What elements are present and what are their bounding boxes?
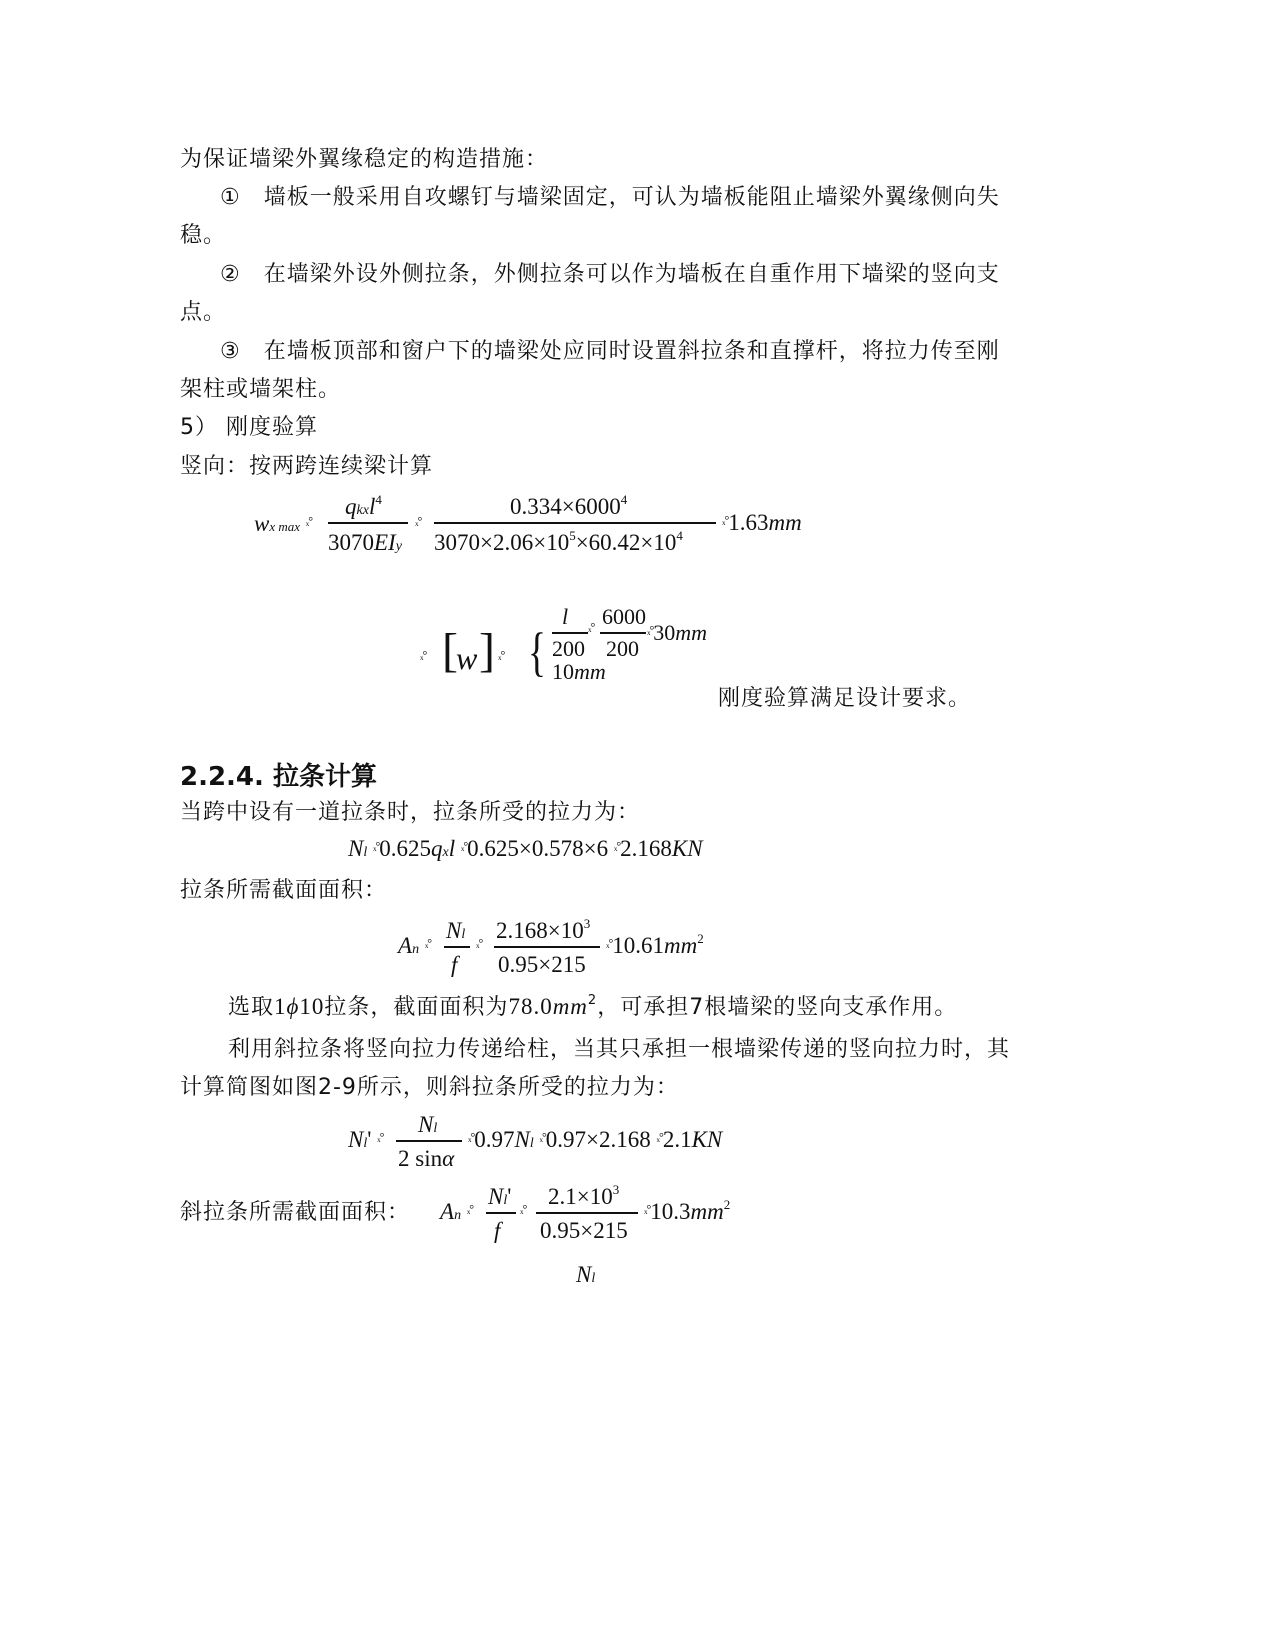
- math-number: ×60.42×10: [575, 530, 677, 555]
- math-operator: ₓ°: [415, 514, 422, 528]
- text-fragment: 拉条，截面面积为: [324, 995, 509, 1020]
- text-fragment: ，可承担7根墙梁的竖向支承作用。: [597, 995, 958, 1020]
- math-operator: ₓ°: [539, 1130, 546, 1144]
- section-heading: 2.2.4. 拉条计算: [180, 762, 377, 792]
- equation-tension: [348, 836, 703, 862]
- math-symbol: α: [442, 1146, 455, 1171]
- text-line: 刚度验算满足设计要求。: [718, 686, 972, 711]
- text-line: 架柱或墙架柱。: [180, 377, 342, 402]
- math-text: 2 sin: [398, 1146, 443, 1171]
- math-number: 30: [653, 620, 676, 645]
- math-subscript: l: [591, 1271, 596, 1286]
- math-number: 2.1: [662, 1127, 692, 1152]
- math-symbol: l: [368, 494, 376, 519]
- math-operator: ₓ°: [466, 1202, 474, 1216]
- math-operator: ₓ°: [460, 839, 468, 853]
- math-operator: ₓ°: [468, 1130, 475, 1144]
- text-line: ③ 在墙板顶部和窗户下的墙梁处应同时设置斜拉条和直撑杆，将拉力传至刚: [220, 339, 1000, 364]
- fraction-bar: [396, 1140, 462, 1142]
- math-operator: ₓ°: [722, 513, 729, 527]
- math-superscript: 2: [587, 993, 598, 1008]
- curly-brace: {: [527, 622, 547, 682]
- math-subscript: y: [395, 539, 402, 554]
- text-line: 当跨中设有一道拉条时，拉条所受的拉力为：: [180, 800, 641, 825]
- math-operator: ₓ°: [420, 648, 427, 662]
- math-number: 3070×2.06×10: [434, 530, 570, 555]
- math-number: 6000: [602, 604, 646, 629]
- math-number: 10.3: [650, 1199, 691, 1224]
- math-subscript: l: [433, 1121, 438, 1136]
- math-prime: ': [367, 1127, 372, 1152]
- math-superscript: 3: [583, 916, 591, 931]
- math-unit: mm: [664, 933, 698, 958]
- fraction-bar: [328, 522, 408, 524]
- math-subscript: x: [442, 845, 449, 860]
- math-number: 1: [274, 994, 287, 1019]
- math-unit: KN: [691, 1127, 723, 1152]
- math-unit: mm: [768, 510, 802, 535]
- math-subscript: n: [454, 1208, 462, 1223]
- math-superscript: 4: [375, 492, 382, 507]
- math-superscript: 3: [612, 1182, 620, 1197]
- math-symbol: A: [398, 933, 413, 958]
- math-operator: ₓ°: [656, 1130, 663, 1144]
- math-operator: ₓ°: [377, 1130, 384, 1144]
- math-number: 0.625×0.578×6: [467, 836, 609, 861]
- fraction-bar: [536, 1212, 638, 1214]
- text-line: ② 在墙梁外设外侧拉条，外侧拉条可以作为墙板在自重作用下墙梁的竖向支: [220, 262, 1000, 287]
- text-fragment: 选取: [228, 995, 275, 1020]
- math-superscript: 2: [697, 931, 704, 946]
- math-operator: ₓ°: [606, 936, 613, 950]
- math-symbol: A: [440, 1199, 455, 1224]
- text-line: 5） 刚度验算: [180, 415, 318, 440]
- math-number: 0.97×2.168: [545, 1127, 651, 1152]
- math-superscript: 2: [723, 1197, 731, 1212]
- math-operator: ₓ°: [305, 514, 313, 528]
- math-symbol: N: [514, 1127, 530, 1152]
- fraction-bar: [444, 946, 470, 948]
- text-line: [228, 993, 957, 1025]
- math-subscript: l: [461, 927, 466, 942]
- math-symbol: EI: [374, 530, 396, 555]
- math-symbol: w: [456, 640, 478, 676]
- math-number: 78.0: [508, 994, 553, 1019]
- math-subscript: kx: [356, 503, 369, 518]
- math-unit: mm: [552, 994, 588, 1019]
- text-line: 稳。: [180, 223, 227, 248]
- text-line: 拉条所需截面面积：: [180, 878, 388, 903]
- math-symbol: q: [431, 836, 443, 861]
- fraction-bar: [552, 632, 588, 634]
- math-superscript: 4: [676, 528, 683, 543]
- math-subscript: n: [412, 942, 420, 957]
- math-subscript: l: [363, 1136, 368, 1151]
- text-line: 斜拉条所需截面面积：: [180, 1200, 411, 1225]
- fraction-bar: [434, 522, 716, 524]
- math-symbol: N: [348, 836, 364, 861]
- math-operator: ₓ°: [476, 936, 483, 950]
- math-unit: KN: [671, 836, 703, 861]
- math-operator: ₓ°: [644, 1202, 651, 1216]
- fraction-bar: [486, 1212, 516, 1214]
- math-superscript: 5: [569, 528, 576, 543]
- math-superscript: 4: [620, 492, 628, 507]
- math-number: 10: [552, 659, 574, 684]
- math-number: 0.95×215: [498, 952, 586, 977]
- math-unit: mm: [574, 659, 606, 684]
- math-symbol: N: [348, 1127, 364, 1152]
- math-number: 0.625: [379, 836, 432, 861]
- text-line: ① 墙板一般采用自攻螺钉与墙梁固定，可认为墙板能阻止墙梁外翼缘侧向失: [220, 185, 1000, 210]
- fraction-bar: [600, 632, 646, 634]
- math-number: 200: [606, 636, 639, 661]
- math-number: 0.334×6000: [510, 494, 621, 519]
- math-symbol: q: [345, 494, 357, 519]
- math-symbol: f: [494, 1218, 501, 1243]
- math-number: 2.168×10: [496, 918, 584, 943]
- math-symbol: l: [448, 836, 456, 861]
- math-number: 10: [299, 994, 325, 1019]
- math-number: 1.63: [728, 510, 769, 535]
- math-operator: ₓ°: [424, 936, 432, 950]
- math-unit: mm: [675, 620, 708, 645]
- math-operator: ₓ°: [372, 839, 380, 853]
- math-symbol: N: [576, 1262, 592, 1287]
- math-number: 2.168: [620, 836, 672, 861]
- math-operator: ₓ°: [498, 648, 505, 662]
- math-subscript: l: [363, 845, 368, 860]
- math-number: 2.1×10: [548, 1184, 613, 1209]
- left-bracket: [: [442, 624, 458, 677]
- math-symbol: ϕ: [286, 994, 300, 1019]
- math-symbol: l: [562, 604, 569, 629]
- math-number: 200: [552, 636, 585, 661]
- math-symbol: N: [418, 1112, 434, 1137]
- fraction-bar: [494, 946, 600, 948]
- math-number: 0.97: [474, 1127, 515, 1152]
- math-operator: ₓ°: [588, 620, 595, 634]
- math-number: 3070: [328, 530, 374, 555]
- text-line: 竖向：按两跨连续梁计算: [180, 454, 434, 479]
- math-subscript: l: [529, 1136, 534, 1151]
- math-number: 10.61: [612, 933, 665, 958]
- math-symbol: N: [446, 918, 462, 943]
- math-unit: mm: [690, 1199, 724, 1224]
- math-subscript: l: [503, 1193, 508, 1208]
- math-symbol: f: [451, 952, 458, 977]
- text-line: 为保证墙梁外翼缘稳定的构造措施：: [180, 147, 549, 172]
- math-symbol: N: [488, 1184, 504, 1209]
- math-prime: ': [507, 1184, 512, 1209]
- figure-label: [576, 1262, 595, 1288]
- text-line: 点。: [180, 300, 227, 325]
- math-operator: ₓ°: [613, 839, 621, 853]
- math-subscript: x max: [269, 519, 301, 534]
- math-operator: ₓ°: [647, 623, 654, 637]
- math-symbol: w: [254, 511, 270, 536]
- math-operator: ₓ°: [520, 1202, 527, 1216]
- text-line: 利用斜拉条将竖向拉力传递给柱，当其只承担一根墙梁传递的竖向拉力时，其: [228, 1037, 1011, 1062]
- text-line: 计算简图如图2-9所示，则斜拉条所受的拉力为：: [180, 1075, 679, 1100]
- right-bracket: ]: [479, 624, 495, 677]
- math-number: 0.95×215: [540, 1218, 628, 1243]
